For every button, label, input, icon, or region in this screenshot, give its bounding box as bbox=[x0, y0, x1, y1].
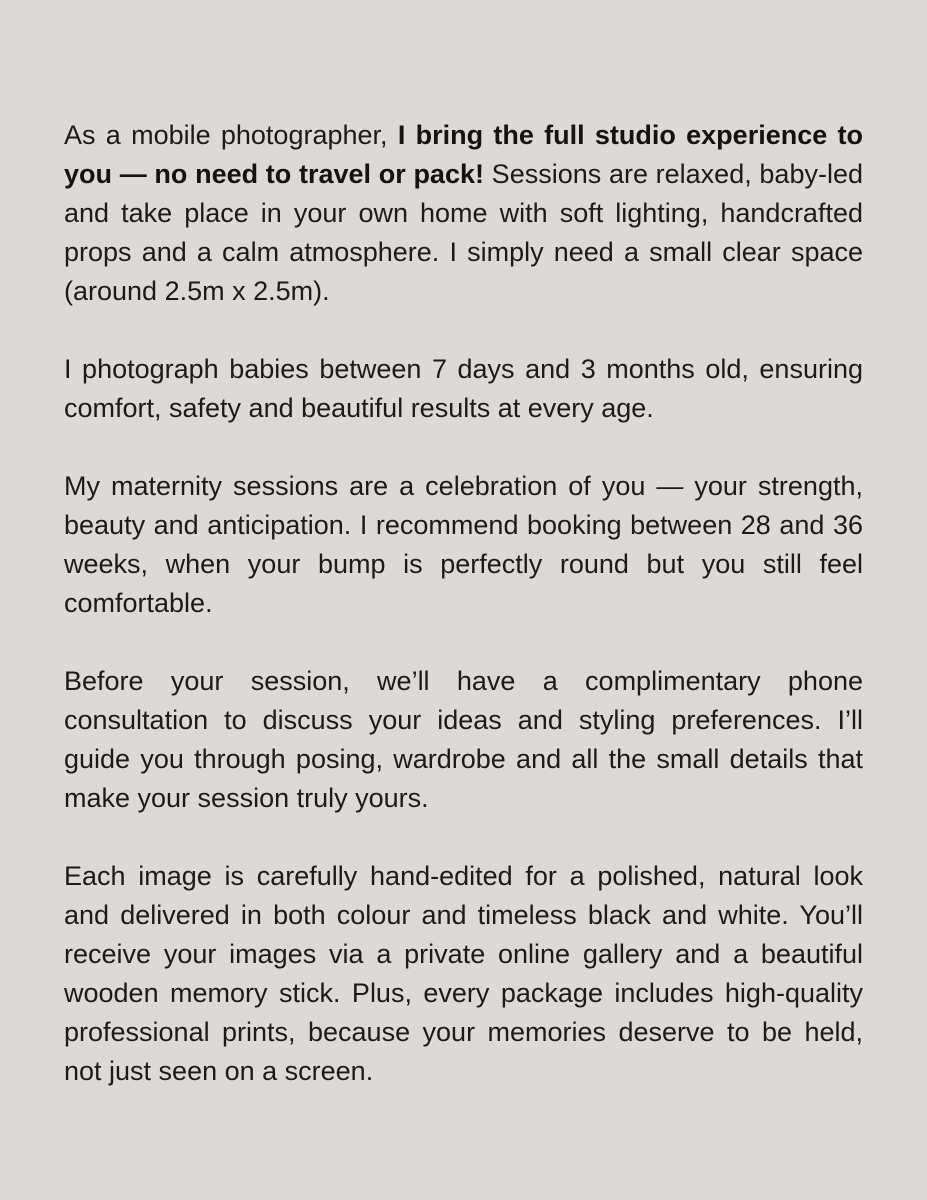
paragraph bbox=[64, 350, 863, 428]
paragraph bbox=[64, 467, 863, 623]
text-segment: My maternity sessions are a celebration of you — your strength, beauty and anticipation. I recommend booking between 28 and 36 weeks, when your bump is perfectly round but you still feel comfortable. bbox=[64, 471, 863, 618]
text-segment: Before your session, we’ll have a complimentary phone consultation to discuss your ideas and styling preferences. I’ll guide you through posing, wardrobe and all the small details that make your session truly yours. bbox=[64, 666, 863, 813]
text-segment: Sessions are relaxed, baby-led and take place in your own home with soft lighting, handcrafted props and a calm atmosphere. I simply need a small clear space (around 2.5m x 2.5m). bbox=[64, 159, 863, 306]
paragraph bbox=[64, 662, 863, 818]
bold-text-segment: I bring the full studio experience to you — no need to travel or pack! bbox=[64, 120, 863, 189]
body-text bbox=[64, 116, 863, 1091]
paragraph bbox=[64, 116, 863, 311]
text-segment: I photograph babies between 7 days and 3 months old, ensuring comfort, safety and beautiful results at every age. bbox=[64, 354, 863, 423]
paragraph bbox=[64, 857, 863, 1091]
text-segment: Each image is carefully hand-edited for a polished, natural look and delivered in both colour and timeless black and white. You’ll receive your images via a private online gallery and a beautiful wooden memory stick. Plus, every package includes high-quality professional prints, because your memories deserve to be held, not just seen on a screen. bbox=[64, 861, 863, 1086]
text-segment: As a mobile photographer, bbox=[64, 120, 398, 150]
